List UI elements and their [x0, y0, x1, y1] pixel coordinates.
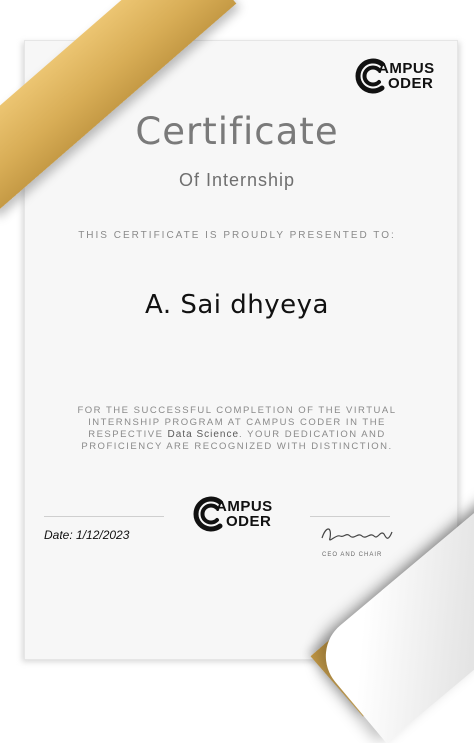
certificate-subtitle: Of Internship — [178, 170, 296, 190]
signature-line — [310, 516, 390, 517]
signatory-title: CEO AND CHAIR — [322, 552, 383, 558]
footer-logo — [190, 494, 273, 534]
date-line — [44, 516, 164, 517]
body-text-part1: FOR THE SUCCESSFUL COMPLETION OF THE VIRTUAL INTERNSHIP PROGRAM AT CAMPUS CODER IN THE RESPECTIVE — [77, 405, 397, 440]
presented-line: THIS CERTIFICATE IS PROUDLY PRESENTED TO: — [78, 230, 396, 241]
body-text-part2: . YOUR DEDICATION AND PROFICIENCY ARE RECOGNIZED WITH DISTINCTION. — [81, 429, 393, 452]
header-logo — [352, 56, 435, 96]
field-of-study: Data Science — [167, 429, 240, 440]
logo-text-bottom: ODER — [388, 75, 434, 92]
campus-coder-logo-icon — [190, 494, 230, 534]
recipient-name: A. Sai dhyeya — [145, 290, 329, 320]
signature-image — [318, 520, 398, 548]
certificate-title: Certificate — [135, 110, 339, 153]
certificate-date: Date: 1/12/2023 — [44, 528, 130, 542]
campus-coder-logo-icon — [352, 56, 392, 96]
certificate-body — [60, 405, 414, 453]
logo-text-top: AMPUS — [378, 60, 435, 77]
logo-text-bottom: ODER — [226, 513, 272, 530]
logo-text-top: AMPUS — [216, 498, 273, 515]
